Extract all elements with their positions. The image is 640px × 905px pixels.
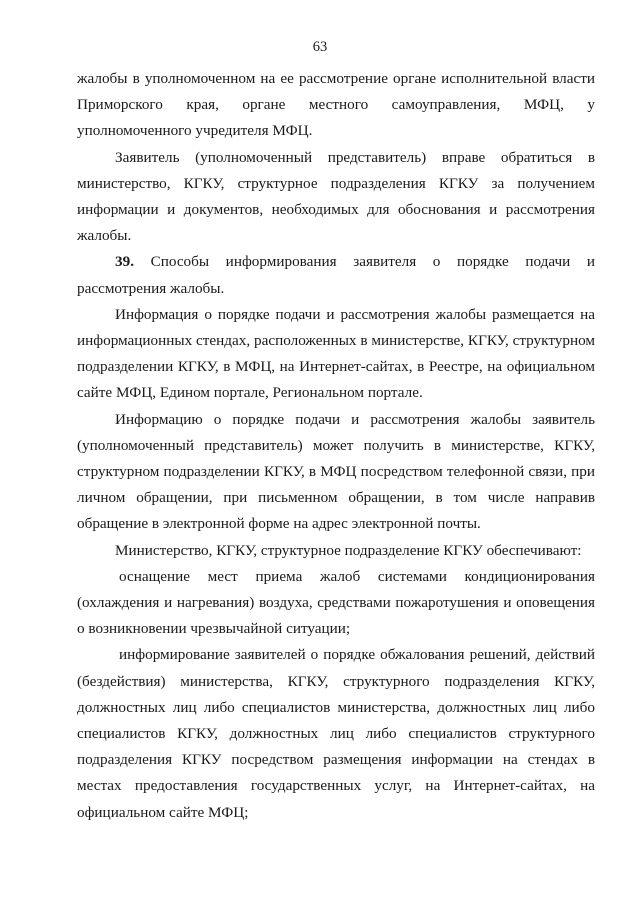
section-number: 39.	[115, 253, 134, 271]
paragraph-text: Информация о порядке подачи и рассмотрения жалобы размещается на информационных стендах, расположенных в министерстве, КГКУ, структурном подразделении КГКУ, в МФЦ, на Интернет-сайтах, в Реестре, на официальном сайте МФЦ, Едином портале, Региональном портале.	[77, 305, 595, 402]
paragraph-complaint-authority	[77, 66, 595, 145]
paragraph-text: Информацию о порядке подачи и рассмотрения жалобы заявитель (уполномоченный представитель) может получить в министерстве, КГКУ, структурном подразделении КГКУ, в МФЦ посредством телефонной связи, при личном обращении, при письменном обращении, в том числе направив обращение в электронной форме на адрес электронной почты.	[77, 410, 595, 533]
paragraph-equipment	[77, 564, 595, 643]
paragraph-text: оснащение мест приема жалоб системами кондиционирования (охлаждения и нагревания) воздуха, средствами пожаротушения и оповещения о возникновении чрезвычайной ситуации;	[77, 567, 595, 638]
paragraph-text: информирование заявителей о порядке обжалования решений, действий (бездействия) министерства, КГКУ, структурного подразделения КГКУ, должностных лиц либо специалистов министерства, должностных лиц либо специалистов КГКУ, должностных лиц либо специалистов структурного подразделения КГКУ посредством размещения информации на стендах в местах предоставления государственных услуг, на Интернет-сайтах, на официальном сайте МФЦ;	[77, 646, 595, 821]
paragraph-info-placement	[77, 302, 595, 407]
paragraph-applicant-rights	[77, 145, 595, 250]
paragraph-info-obtaining	[77, 407, 595, 538]
document-body	[77, 66, 595, 826]
paragraph-informing	[77, 642, 595, 825]
paragraph-text: жалобы в уполномоченном на ее рассмотрение органе исполнительной власти Приморского края, органе местного самоуправления, МФЦ, у уполномоченного учредителя МФЦ.	[77, 70, 595, 140]
paragraph-section-39	[77, 249, 595, 301]
page-number: 63	[312, 39, 328, 55]
paragraph-text: Способы информирования заявителя о порядке подачи и рассмотрения жалобы.	[77, 253, 595, 297]
paragraph-text: Министерство, КГКУ, структурное подразделение КГКУ обеспечивают:	[115, 541, 582, 559]
paragraph-text: Заявитель (уполномоченный представитель) вправе обратиться в министерство, КГКУ, структурное подразделения КГКУ за получением информации и документов, необходимых для обоснования и рассмотрения жалобы.	[77, 148, 595, 245]
paragraph-ministry-provides	[77, 538, 595, 564]
